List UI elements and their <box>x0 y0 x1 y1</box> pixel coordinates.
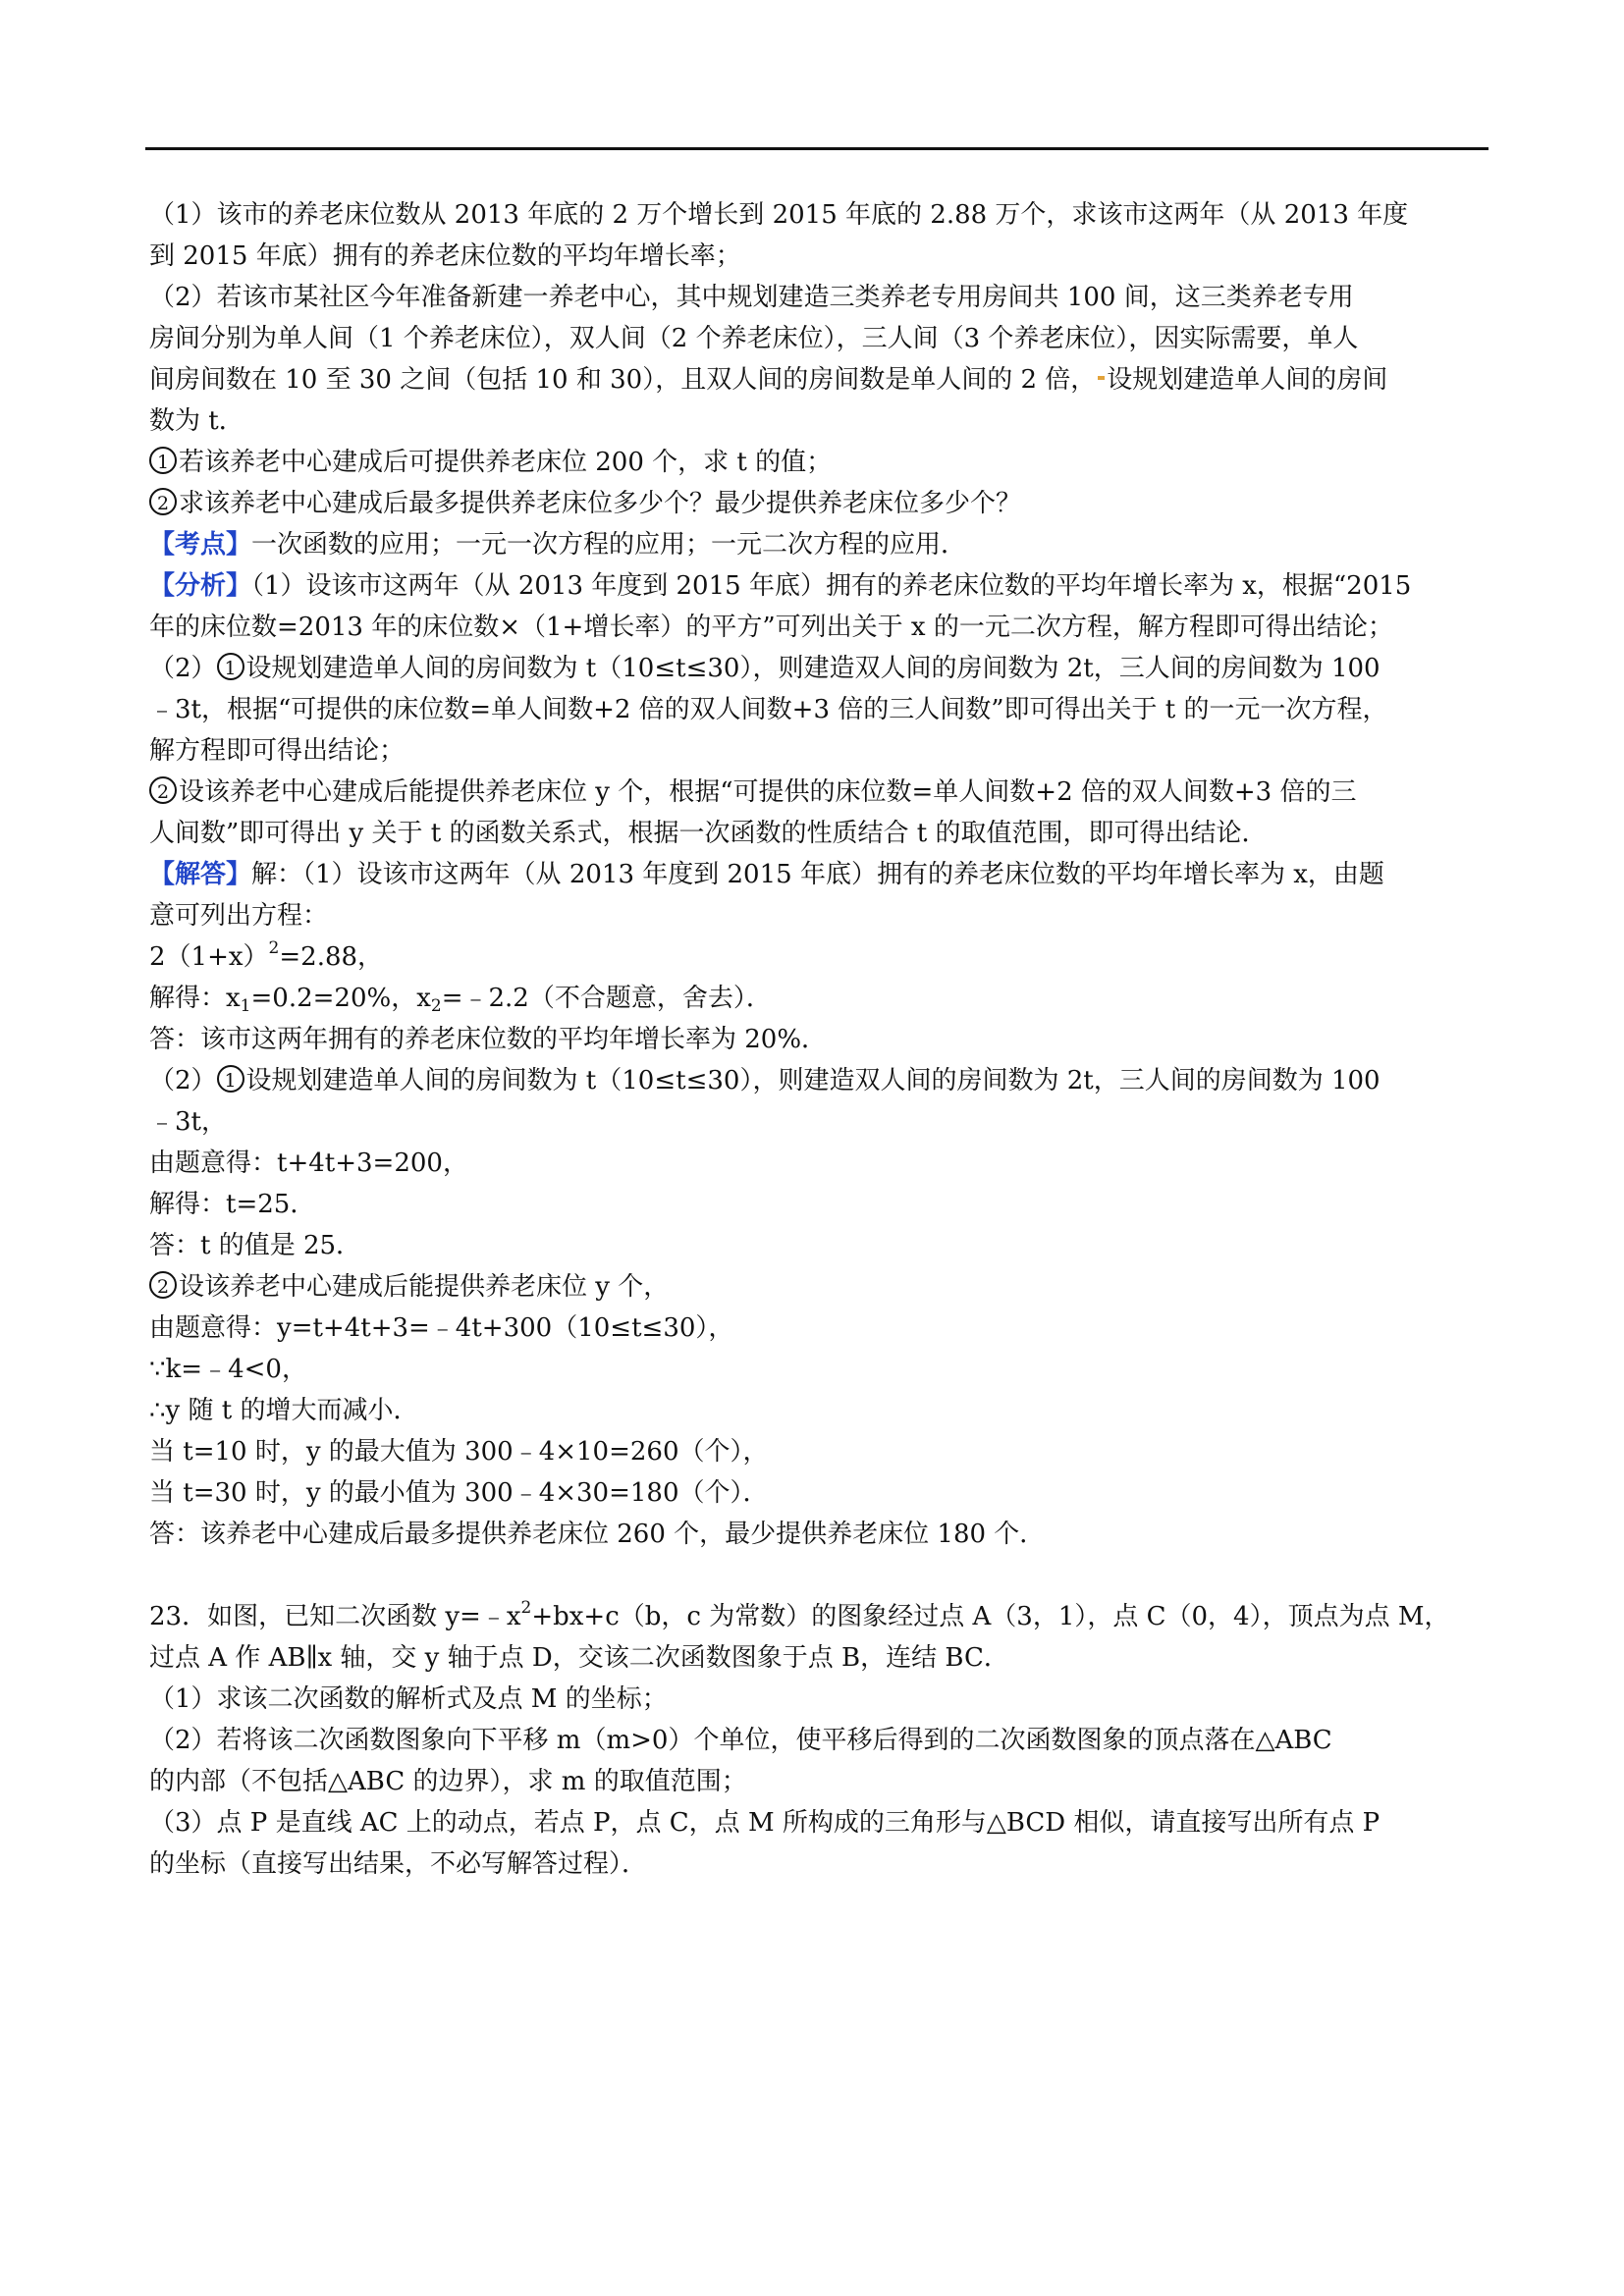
circled-number-2: 2 <box>149 1271 177 1299</box>
answer-3: 答：该养老中心建成后最多提供养老床位 260 个，最少提供养老床位 180 个． <box>149 1520 1046 1549</box>
solution-1: 解得：$x_1=0.2=20\%$，$x_2=﹣2.2$（不合题意，舍去）． <box>149 984 772 1016</box>
fenxi-line-5: 解方程即可得出结论； <box>149 736 406 766</box>
highlight-mark <box>1098 376 1105 380</box>
circled-number-1: 1 <box>217 1065 244 1093</box>
q1-line-1: （1）该市的养老床位数从 2013 年底的 2 万个增长到 2015 年底的 2.88 万个，求该市这两年（从 2013 年度 <box>149 200 1409 230</box>
p23-question-3-line-2: 的坐标（直接写出结果，不必写解答过程）． <box>149 1849 648 1879</box>
q2-line-3: 间房间数在 10 至 30 之间（包括 10 和 30），且双人间的房间数是单人间的 2 倍， 设规划建造单人间的房间 <box>149 365 1388 395</box>
fenxi-tag: 【分析】 <box>149 571 252 601</box>
kaodian-tag: 【考点】 <box>149 530 252 560</box>
header-rule <box>145 147 1489 150</box>
p23-line-1: 23．如图，已知二次函数 $y=﹣x^2+bx+c(b$，c 为常数）的图象经过点 A（3，1），点 C（0，4），顶点为点 M， <box>149 1598 1450 1631</box>
p23-question-1: （1）求该二次函数的解析式及点 M 的坐标； <box>149 1684 668 1714</box>
document-body <box>149 194 1485 1885</box>
sub-question-2: 2 求该养老中心建成后最多提供养老床位多少个？最少提供养老床位多少个？ <box>149 483 1485 524</box>
equation-3: 由题意得：y=t+4t+3=﹣4t+300（10≤t≤30）， <box>149 1313 734 1343</box>
circled-number-1: 1 <box>217 653 244 680</box>
fenxi-line-3: （2） 1 设规划建造单人间的房间数为 t（10≤t≤30），则建造双人间的房间数为 2t，三人间的房间数为 100 <box>149 654 1380 683</box>
q2-line-2: 房间分别为单人间（1 个养老床位），双人间（2 个养老床位），三人间（3 个养老床位），因实际需要，单人 <box>149 324 1359 353</box>
sub-question-1: 1 若该养老中心建成后可提供养老床位 200 个，求 t 的值； <box>149 442 1485 483</box>
answer-2: 答：t 的值是 25． <box>149 1231 362 1260</box>
jieda-line-2: 意可列出方程： <box>149 901 329 931</box>
part2-line-1: （2） 1 设规划建造单人间的房间数为 t（10≤t≤30），则建造双人间的房间数为 2t，三人间的房间数为 100 <box>149 1066 1380 1095</box>
jieda-line-1: 【解答】解：（1）设该市这两年（从 2013 年度到 2015 年底）拥有的养老床位数的平均年增长率为 x，由题 <box>149 860 1384 889</box>
q2-line-4: 数为 t． <box>149 406 244 436</box>
p23-question-2-line-1: （2）若将该二次函数图象向下平移 m（m>0）个单位，使平移后得到的二次函数图象的顶点落在△ABC <box>149 1726 1332 1755</box>
k-condition: ∵k=﹣4<0， <box>149 1355 307 1384</box>
equation-1: $2(1+x)^2=2.88$， <box>149 938 384 972</box>
fenxi-line-4: ﹣3t，根据“可提供的床位数=单人间数+2 倍的双人间数+3 倍的三人间数”即可得出关于 t 的一元一次方程， <box>149 695 1388 724</box>
circled-number-2: 2 <box>149 488 177 515</box>
fenxi-line-2: 年的床位数=2013 年的床位数×（1+增长率）的平方”可列出关于 x 的一元二次方程，解方程即可得出结论； <box>149 613 1393 642</box>
spacer <box>149 1555 1485 1596</box>
max-value: 当 t=10 时，y 的最大值为 300﹣4×10=260（个）， <box>149 1437 769 1467</box>
circled-number-1: 1 <box>149 447 177 474</box>
kaodian-section: 【考点】一次函数的应用；一元一次方程的应用；一元二次方程的应用． <box>149 530 967 560</box>
part2-line-2: ﹣3t， <box>149 1107 227 1137</box>
decreasing-statement: ∴y 随 t 的增大而减小． <box>149 1396 419 1425</box>
fenxi-line-6: 2 设该养老中心建成后能提供养老床位 y 个，根据“可提供的床位数=单人间数+2 倍的双人间数+3 倍的三 <box>149 772 1485 813</box>
min-value: 当 t=30 时，y 的最小值为 300﹣4×30=180（个）． <box>149 1478 769 1508</box>
solution-2: 解得：t=25． <box>149 1190 316 1219</box>
p23-question-3-line-1: （3）点 P 是直线 AC 上的动点，若点 P，点 C，点 M 所构成的三角形与△BCD 相似，请直接写出所有点 P <box>149 1808 1380 1838</box>
circled-number-2: 2 <box>149 776 177 804</box>
jieda-tag: 【解答】 <box>149 860 252 889</box>
fenxi-line-7: 人间数”即可得出 y 关于 t 的函数关系式，根据一次函数的性质结合 t 的取值范围，即可得出结论． <box>149 819 1268 848</box>
fenxi-line-1: 【分析】（1）设该市这两年（从 2013 年度到 2015 年底）拥有的养老床位数的平均年增长率为 x，根据“2015 <box>149 571 1412 601</box>
p23-question-2-line-2: 的内部（不包括△ABC 的边界），求 m 的取值范围； <box>149 1767 747 1796</box>
p23-line-2: 过点 A 作 AB∥x 轴，交 y 轴于点 D，交该二次函数图象于点 B，连结 BC． <box>149 1643 1009 1673</box>
q2-line-1: （2）若该市某社区今年准备新建一养老中心，其中规划建造三类养老专用房间共 100 间，这三类养老专用 <box>149 283 1354 312</box>
q1-line-2: 到 2015 年底）拥有的养老床位数的平均年增长率； <box>149 241 741 271</box>
part3-line-1: 2 设该养老中心建成后能提供养老床位 y 个， <box>149 1266 1485 1308</box>
answer-1: 答：该市这两年拥有的养老床位数的平均年增长率为 20%． <box>149 1025 828 1054</box>
equation-2: 由题意得：t+4t+3=200， <box>149 1148 468 1178</box>
